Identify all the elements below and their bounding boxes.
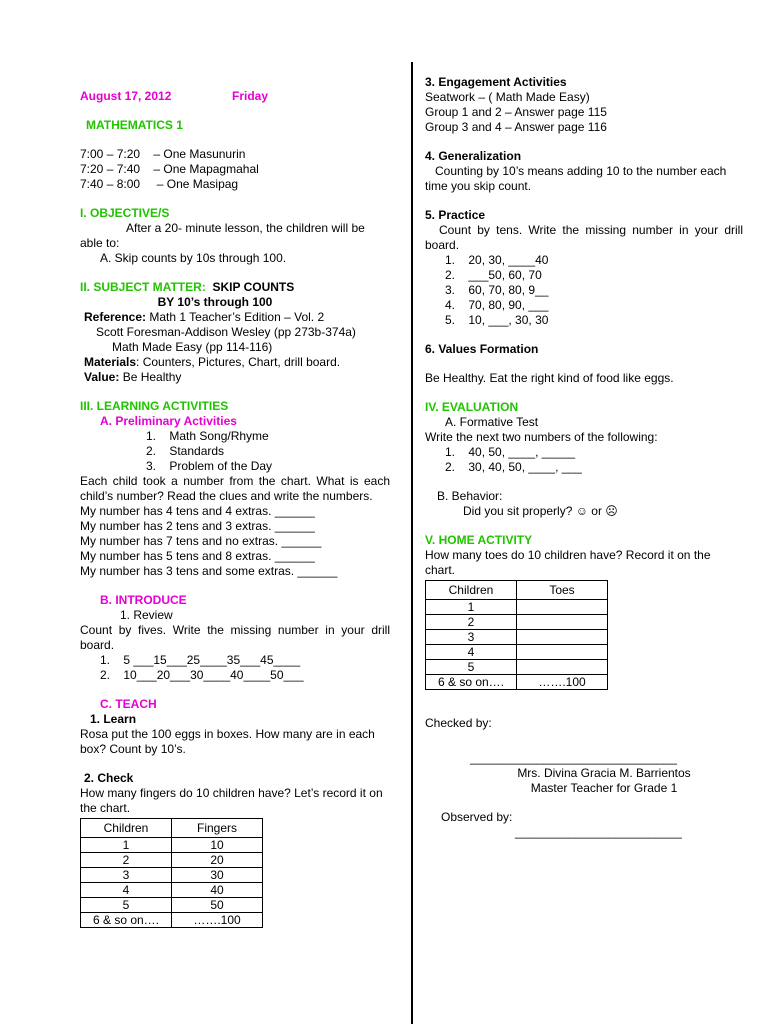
preliminary-list <box>80 429 390 474</box>
clue-item: My number has 7 tens and no extras. ______ <box>80 534 322 548</box>
engagement-item: Seatwork – ( Math Made Easy) <box>425 90 590 104</box>
subject-matter-heading: II. SUBJECT MATTER: SKIP COUNTS <box>80 280 295 294</box>
materials-line: Materials: Counters, Pictures, Chart, drill board. <box>84 355 341 369</box>
table-header-cell: Children <box>426 581 517 600</box>
lesson-day: Friday <box>232 89 269 103</box>
evaluation-item: 1. 40, 50, ____, _____ <box>445 445 576 459</box>
table-cell: 4 <box>81 883 172 898</box>
checker-name: Mrs. Divina Gracia M. Barrientos <box>517 766 691 780</box>
reference-line-3: Math Made Easy (pp 114-116) <box>112 340 273 354</box>
subject-matter-title2: BY 10’s through 100 <box>157 295 273 309</box>
practice-heading: 5. Practice <box>425 208 486 222</box>
table-cell: …….100 <box>517 675 608 690</box>
table-cell <box>517 630 608 645</box>
teach-heading: C. TEACH <box>100 697 157 711</box>
right-column <box>425 75 743 840</box>
table-header-cell: Fingers <box>172 819 263 838</box>
table-cell: 50 <box>172 898 263 913</box>
schedule-list <box>80 147 390 192</box>
table-cell: 6 & so on…. <box>426 675 517 690</box>
table-cell: 4 <box>426 645 517 660</box>
behavior-label: B. Behavior: <box>437 489 503 503</box>
objective-heading: I. OBJECTIVE/S <box>80 206 170 220</box>
observer-signature-line: _________________________ <box>515 825 682 839</box>
table-cell: 1 <box>81 838 172 853</box>
table-cell: 2 <box>81 853 172 868</box>
learn-text: Rosa put the 100 eggs in boxes. How many are in each box? Count by 10’s. <box>80 727 375 756</box>
table-header-row <box>426 581 608 600</box>
value-line: Value: Be Healthy <box>84 370 182 384</box>
observed-by-label: Observed by: <box>441 810 513 824</box>
table-cell: 5 <box>426 660 517 675</box>
table-cell: 40 <box>172 883 263 898</box>
clue-item: My number has 4 tens and 4 extras. ______ <box>80 504 315 518</box>
values-text: Be Healthy. Eat the right kind of food like eggs. <box>425 371 674 385</box>
review-item: 1. 5 ___15___25____35___45____ <box>100 653 301 667</box>
table-row <box>426 630 608 645</box>
objective-item: A. Skip counts by 10s through 100. <box>100 251 287 265</box>
checker-title: Master Teacher for Grade 1 <box>530 781 678 795</box>
table-row <box>426 675 608 690</box>
left-column <box>80 89 390 928</box>
table-cell <box>517 615 608 630</box>
table-cell: 10 <box>172 838 263 853</box>
practice-item: 2. ___50, 60, 70 <box>445 268 542 282</box>
table-cell: 3 <box>426 630 517 645</box>
table-row <box>81 853 263 868</box>
clue-item: My number has 5 tens and 8 extras. ______ <box>80 549 315 563</box>
practice-item: 1. 20, 30, ____40 <box>445 253 549 267</box>
practice-item: 3. 60, 70, 80, 9__ <box>445 283 549 297</box>
table-cell: 20 <box>172 853 263 868</box>
lesson-date: August 17, 2012 <box>80 89 172 103</box>
table-cell: 5 <box>81 898 172 913</box>
clue-list <box>80 504 390 579</box>
practice-item: 4. 70, 80, 90, ___ <box>445 298 549 312</box>
subject-title: MATHEMATICS 1 <box>86 118 183 132</box>
table-row <box>426 600 608 615</box>
table-cell: 30 <box>172 868 263 883</box>
engagement-item: Group 1 and 2 – Answer page 115 <box>425 105 607 119</box>
learning-heading: III. LEARNING ACTIVITIES <box>80 399 229 413</box>
clue-item: My number has 3 tens and some extras. ______ <box>80 564 338 578</box>
review-label: 1. Review <box>120 608 173 622</box>
evaluation-list <box>425 445 743 475</box>
table-row <box>81 898 263 913</box>
evaluation-item: 2. 30, 40, 50, ____, ___ <box>445 460 582 474</box>
table-row <box>81 883 263 898</box>
schedule-item: 7:20 – 7:40 – One Mapagmahal <box>80 162 259 176</box>
table-cell <box>517 645 608 660</box>
schedule-item: 7:00 – 7:20 – One Masunurin <box>80 147 246 161</box>
engagement-item: Group 3 and 4 – Answer page 116 <box>425 120 607 134</box>
clue-item: My number has 2 tens and 3 extras. ______ <box>80 519 315 533</box>
generalization-heading: 4. Generalization <box>425 149 522 163</box>
table-cell: 6 & so on…. <box>81 913 172 928</box>
preliminary-heading: A. Preliminary Activities <box>100 414 237 428</box>
practice-text: Count by tens. Write the missing number in your drill board. <box>425 223 743 252</box>
evaluation-heading: IV. EVALUATION <box>425 400 519 414</box>
review-text: Count by fives. Write the missing number in your drill board. <box>80 623 390 652</box>
date-line <box>80 89 390 104</box>
table-header-cell: Children <box>81 819 172 838</box>
reference-line: Reference: Math 1 Teacher’s Edition – Vol. 2 <box>84 310 325 324</box>
practice-item: 5. 10, ___, 30, 30 <box>445 313 549 327</box>
table-cell <box>517 660 608 675</box>
home-activity-heading: V. HOME ACTIVITY <box>425 533 533 547</box>
schedule-item: 7:40 – 8:00 – One Masipag <box>80 177 239 191</box>
values-heading: 6. Values Formation <box>425 342 539 356</box>
table-row <box>426 615 608 630</box>
table-row <box>81 838 263 853</box>
table-row <box>426 645 608 660</box>
generalization-text: Counting by 10’s means adding 10 to the number each time you skip count. <box>425 164 727 193</box>
table-cell: …….100 <box>172 913 263 928</box>
evaluation-instruction: Write the next two numbers of the following: <box>425 430 658 444</box>
table-row <box>81 868 263 883</box>
formative-label: A. Formative Test <box>445 415 539 429</box>
reference-line-2: Scott Foresman-Addison Wesley (pp 273b-374a) <box>96 325 356 339</box>
checker-signature-line: _______________________________ <box>470 751 677 765</box>
preliminary-item: 3. Problem of the Day <box>146 459 273 473</box>
check-text: How many fingers do 10 children have? Let’s record it on the chart. <box>80 786 383 815</box>
table-row <box>81 913 263 928</box>
check-label: 2. Check <box>84 771 134 785</box>
behavior-question: Did you sit properly? ☺ or ☹ <box>463 504 618 518</box>
review-list <box>80 653 390 683</box>
review-item: 2. 10___20___30____40____50___ <box>100 668 304 682</box>
preliminary-item: 2. Standards <box>146 444 225 458</box>
objective-text: After a 20- minute lesson, the children will be able to: <box>80 221 365 250</box>
checked-by-label: Checked by: <box>425 716 492 730</box>
table-header-row <box>81 819 263 838</box>
table-cell: 3 <box>81 868 172 883</box>
column-divider <box>411 62 413 1024</box>
fingers-table <box>80 818 263 928</box>
toes-table <box>425 580 608 690</box>
engagement-heading: 3. Engagement Activities <box>425 75 567 89</box>
preliminary-item: 1. Math Song/Rhyme <box>146 429 269 443</box>
table-header-cell: Toes <box>517 581 608 600</box>
home-activity-text: How many toes do 10 children have? Record it on the chart. <box>425 548 711 577</box>
engagement-list <box>425 90 743 135</box>
introduce-heading: B. INTRODUCE <box>100 593 187 607</box>
problem-text: Each child took a number from the chart. What is each child’s number? Read the clues and write the numbers. <box>80 474 390 503</box>
table-cell: 2 <box>426 615 517 630</box>
table-row <box>426 660 608 675</box>
table-cell: 1 <box>426 600 517 615</box>
table-cell <box>517 600 608 615</box>
learn-label: 1. Learn <box>90 712 137 726</box>
practice-list <box>425 253 743 328</box>
